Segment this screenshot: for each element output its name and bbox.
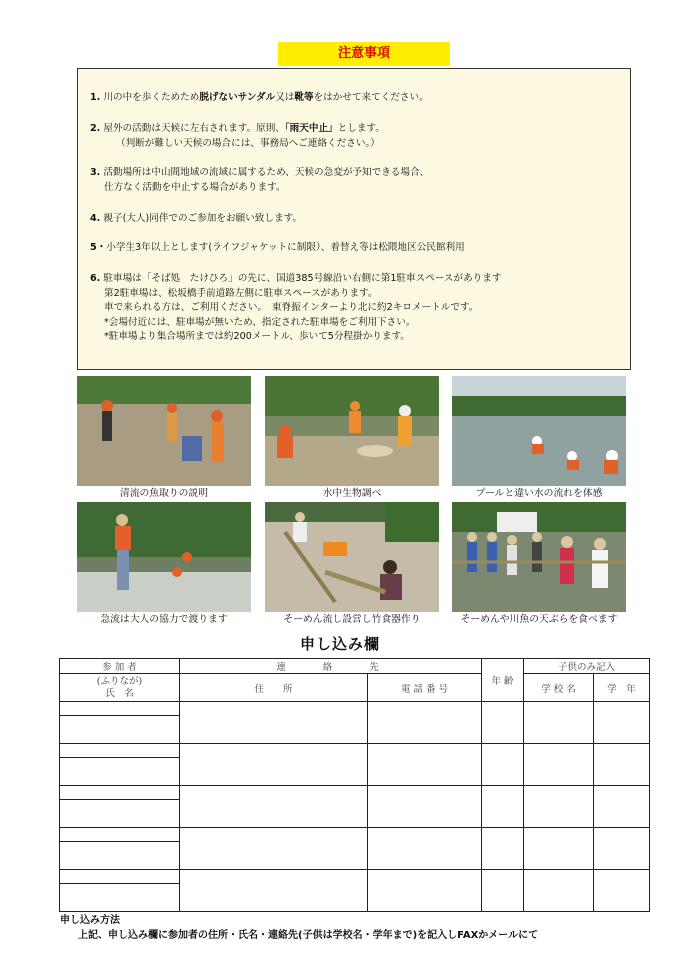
furigana-field[interactable]: [60, 870, 180, 884]
caption-3: プールと違い水の流れを体感: [475, 488, 603, 499]
age-field[interactable]: [482, 786, 524, 828]
furigana-field[interactable]: [60, 828, 180, 842]
name-field[interactable]: [60, 758, 180, 786]
school-field[interactable]: [524, 702, 594, 744]
furigana-field[interactable]: [60, 744, 180, 758]
photo-aquatic-survey: [265, 376, 439, 486]
address-field[interactable]: [180, 786, 368, 828]
header-phone: 電 話 番 号: [368, 674, 482, 702]
photo-river-flow: [452, 376, 626, 486]
phone-field[interactable]: [368, 786, 482, 828]
phone-field[interactable]: [368, 744, 482, 786]
school-field[interactable]: [524, 828, 594, 870]
age-field[interactable]: [482, 828, 524, 870]
method-text: 上記、申し込み欄に参加者の住所・氏名・連絡先(子供は学校名・学年まで)を記入しFAXかメールにて: [78, 930, 539, 941]
photo-fish-catching: [77, 376, 251, 486]
method-label: 申し込み方法: [60, 915, 120, 926]
address-field[interactable]: [180, 870, 368, 912]
notice-title: 注意事項: [278, 42, 450, 66]
age-field[interactable]: [482, 744, 524, 786]
note-6: 6. 駐車場は「そば処 たけひろ」の先に、国道385号線沿い右側に第1駐車スペースがあります 第2駐車場は、松坂橋手前道路左側に駐車スペースがあります。 車で来られる方は、ご利用ください。 東脊振インターより北に約2キロメートルです。 *会場付近には、駐車場が無いため、指定された駐車場をご利用下さい。 *駐車場より集合場所までは約200メートル、歩いて5分程掛かります。: [90, 273, 502, 342]
grade-field[interactable]: [594, 786, 650, 828]
address-field[interactable]: [180, 702, 368, 744]
name-field[interactable]: [60, 884, 180, 912]
name-field[interactable]: [60, 716, 180, 744]
photo-bamboo-making: [265, 502, 439, 612]
phone-field[interactable]: [368, 870, 482, 912]
note-3: 3. 活動場所は中山間地域の流域に属するため、天候の急変が予知できる場合、 仕方なく活動を中止する場合があります。: [90, 167, 430, 193]
header-age: 年 齢: [482, 659, 524, 702]
grade-field[interactable]: [594, 828, 650, 870]
note-2: 2. 屋外の活動は天候に左右されます。原則、「雨天中止」とします。 （判断が難しい天候の場合には、事務局へご連絡ください。）: [90, 123, 385, 149]
note-number: 6.: [90, 273, 101, 284]
school-field[interactable]: [524, 870, 594, 912]
grade-field[interactable]: [594, 870, 650, 912]
form-title: 申し込み欄: [300, 635, 381, 653]
address-field[interactable]: [180, 744, 368, 786]
header-contact: 連 絡 先: [180, 659, 482, 674]
school-field[interactable]: [524, 744, 594, 786]
name-field[interactable]: [60, 842, 180, 870]
furigana-field[interactable]: [60, 786, 180, 800]
name-field[interactable]: [60, 800, 180, 828]
school-field[interactable]: [524, 786, 594, 828]
furigana-field[interactable]: [60, 702, 180, 716]
photo-rapids-crossing: [77, 502, 251, 612]
header-address: 住 所: [180, 674, 368, 702]
age-field[interactable]: [482, 702, 524, 744]
note-number: 4.: [90, 213, 101, 224]
age-field[interactable]: [482, 870, 524, 912]
address-field[interactable]: [180, 828, 368, 870]
grade-field[interactable]: [594, 702, 650, 744]
notes-box: [77, 68, 631, 370]
header-name-cell: [60, 674, 180, 702]
note-5: 5・小学生3年以上とします(ライフジャケットに制限）、着替え等は松隈地区公民館利用: [90, 242, 465, 253]
note-number: 5・: [90, 242, 107, 253]
header-grade: 学 年: [594, 674, 650, 702]
header-furigana: (ふりなが): [96, 675, 143, 687]
note-number: 2.: [90, 123, 101, 134]
phone-field[interactable]: [368, 702, 482, 744]
note-number: 1.: [90, 92, 101, 103]
grade-field[interactable]: [594, 744, 650, 786]
caption-6: そーめんや川魚の天ぷらを食べます: [460, 614, 618, 625]
caption-4: 急流は大人の協力で渡ります: [100, 614, 228, 625]
header-child-only: 子供のみ記入: [524, 659, 650, 674]
caption-2: 水中生物調べ: [322, 488, 382, 499]
header-participant: 参 加 者: [60, 659, 180, 674]
header-name: 氏 名: [105, 687, 134, 699]
note-4: 4. 親子(大人)同伴でのご参加をお願い致します。: [90, 213, 302, 224]
photo-eating: [452, 502, 626, 612]
header-school: 学 校 名: [524, 674, 594, 702]
caption-5: そーめん流し設営し竹食器作り: [283, 614, 421, 625]
note-number: 3.: [90, 167, 101, 178]
phone-field[interactable]: [368, 828, 482, 870]
application-table: [59, 658, 650, 912]
note-1: 1. 川の中を歩くためため脱げないサンダル又は靴等をはかせて来てください。: [90, 92, 429, 103]
caption-1: 清流の魚取りの説明: [119, 488, 209, 499]
